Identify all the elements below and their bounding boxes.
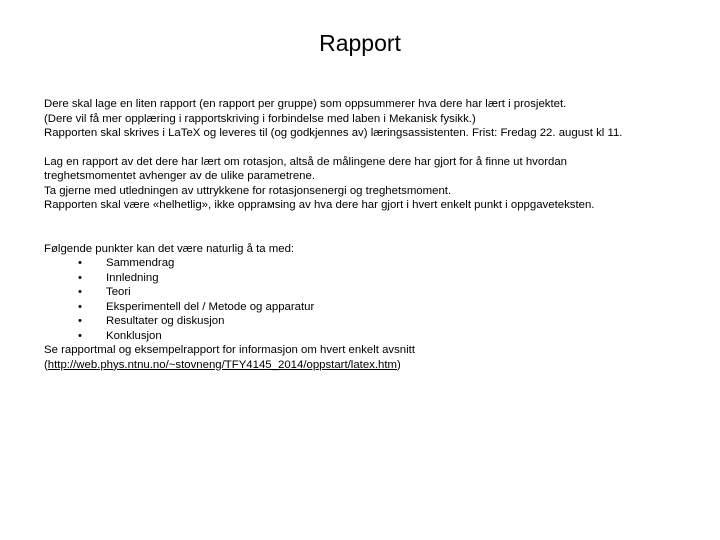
bullet-icon: • [78, 315, 82, 327]
list-item [44, 329, 684, 344]
closing-line: Se rapportmal og eksempelrapport for informasjon om hvert enkelt avsnitt [44, 344, 416, 356]
paragraph-intro [44, 97, 684, 141]
text-line: Rapporten skal skrives i LaTeX og leveres til (og godkjennes av) læringsassistenten. Frist: Fredag 22. august kl 11. [44, 127, 623, 139]
list-item [44, 285, 684, 300]
bullet-icon: • [78, 300, 82, 313]
list-item-label: Eksperimentell del / Metode og apparatur [106, 300, 315, 313]
bullet-icon: • [78, 329, 82, 342]
text-line: Dere skal lage en liten rapport (en rapport per gruppe) som oppsummerer hva dere har lært i prosjektet. [44, 98, 567, 110]
paragraph-task [44, 155, 684, 213]
link-prefix: ( [44, 358, 48, 371]
document-body [44, 97, 684, 372]
list-item [44, 314, 684, 329]
bullet-list [44, 256, 684, 343]
list-item [44, 271, 684, 286]
text-line: Ta gjerne med utledningen av uttrykkene for rotasjonsenergi og treghetsmoment. [44, 184, 452, 197]
list-item-label: Sammendrag [106, 257, 175, 269]
paragraph-points [44, 242, 684, 373]
text-line: treghetsmomentet avhenger av de ulike parametrene. [44, 170, 316, 182]
link-line [44, 358, 684, 373]
latex-template-link[interactable]: http://web.phys.ntnu.no/~stovneng/TFY4145_2014/oppstart/latex.htm [47, 358, 398, 371]
text-line: Lag en rapport av det dere har lært om rotasjon, altså de målingene dere har gjort for å finne ut hvordan [44, 155, 568, 168]
page-title: Rapport [319, 30, 401, 56]
list-item-label: Teori [106, 286, 131, 298]
list-item [44, 300, 684, 315]
list-item-label: Konklusjon [106, 329, 162, 342]
link-suffix: ) [397, 358, 401, 371]
list-item-label: Innledning [106, 271, 159, 284]
list-item [44, 256, 684, 271]
bullet-icon: • [78, 271, 82, 284]
text-line: Rapporten skal være «helhetlig», ikke opprамsing av hva dere har gjort i hvert enkelt punkt i oppgaveteksten. [44, 199, 595, 211]
bullet-icon: • [78, 286, 82, 298]
list-item-label: Resultater og diskusjon [106, 315, 225, 327]
points-intro: Følgende punkter kan det være naturlig å ta med: [44, 242, 295, 255]
text-line: (Dere vil få mer opplæring i rapportskriving i forbindelse med laben i Mekanisk fysikk.) [44, 112, 476, 125]
bullet-icon: • [78, 257, 82, 269]
